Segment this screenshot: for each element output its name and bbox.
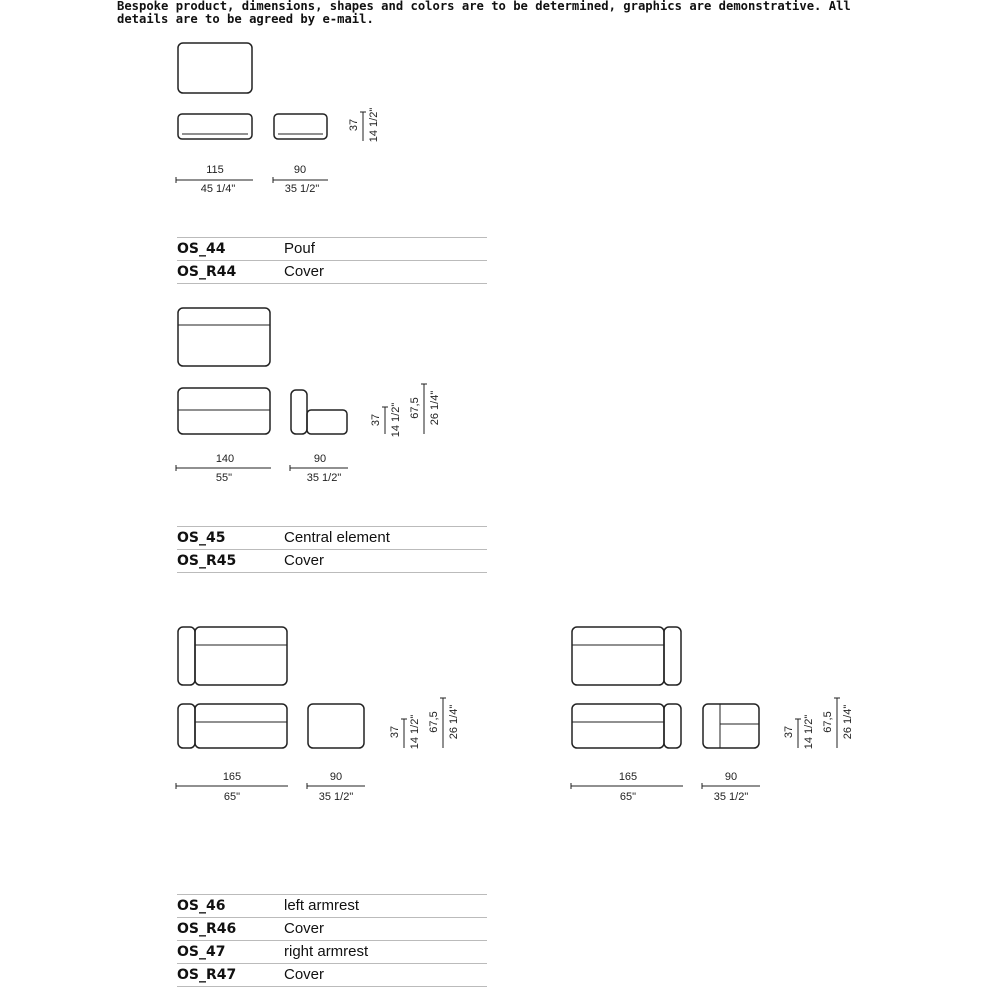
central-code-table bbox=[177, 526, 487, 573]
pouf-top-view bbox=[178, 43, 252, 93]
left-armrest-side-view bbox=[308, 704, 364, 748]
product-code: OS_46 bbox=[177, 895, 284, 918]
central-back-in: 26 1/4" bbox=[429, 390, 441, 426]
central-width-in: 55" bbox=[215, 472, 233, 484]
product-code: OS_R44 bbox=[177, 261, 284, 284]
right-arm-back-cm: 67,5 bbox=[822, 711, 834, 733]
central-top-view bbox=[178, 308, 270, 366]
pouf-depth-cm: 90 bbox=[293, 164, 307, 176]
table-row bbox=[177, 941, 487, 964]
product-description: Pouf bbox=[284, 238, 487, 261]
product-description: right armrest bbox=[284, 941, 487, 964]
left-arm-width-in: 65" bbox=[223, 791, 241, 803]
pouf-drawing bbox=[176, 43, 380, 195]
left-arm-width-cm: 165 bbox=[222, 771, 242, 783]
table-row bbox=[177, 895, 487, 918]
central-seat-in: 14 1/2" bbox=[390, 402, 402, 438]
product-description: Cover bbox=[284, 964, 487, 987]
right-armrest-front-view bbox=[572, 704, 681, 748]
left-armrest-top-view bbox=[178, 627, 287, 685]
left-arm-back-in: 26 1/4" bbox=[448, 704, 460, 740]
armrest-code-table bbox=[177, 894, 487, 987]
right-armrest-side-view bbox=[703, 704, 759, 748]
pouf-width-in: 45 1/4" bbox=[200, 183, 236, 195]
central-width-cm: 140 bbox=[215, 453, 235, 465]
right-arm-depth-cm: 90 bbox=[724, 771, 738, 783]
right-arm-seat-cm: 37 bbox=[783, 725, 795, 739]
central-depth-cm: 90 bbox=[313, 453, 327, 465]
product-code: OS_R47 bbox=[177, 964, 284, 987]
left-arm-seat-in: 14 1/2" bbox=[409, 714, 421, 750]
right-arm-width-in: 65" bbox=[619, 791, 637, 803]
disclaimer-text: Bespoke product, dimensions, shapes and colors are to be determined, graphics are demonstrative. All details are to be agreed by e-mail. bbox=[117, 0, 851, 26]
left-arm-depth-in: 35 1/2" bbox=[318, 791, 354, 803]
left-arm-back-cm: 67,5 bbox=[428, 711, 440, 733]
product-description: Cover bbox=[284, 918, 487, 941]
central-element-drawing bbox=[176, 308, 441, 484]
right-arm-width-cm: 165 bbox=[618, 771, 638, 783]
left-armrest-drawing bbox=[176, 627, 460, 803]
pouf-front-view bbox=[178, 114, 252, 139]
pouf-depth-in: 35 1/2" bbox=[284, 183, 320, 195]
table-row bbox=[177, 238, 487, 261]
left-arm-seat-cm: 37 bbox=[389, 725, 401, 739]
pouf-code-table bbox=[177, 237, 487, 284]
product-code: OS_47 bbox=[177, 941, 284, 964]
pouf-height-in: 14 1/2" bbox=[368, 107, 380, 143]
product-description: Cover bbox=[284, 550, 487, 573]
central-front-view bbox=[178, 388, 270, 434]
product-code: OS_R46 bbox=[177, 918, 284, 941]
table-row bbox=[177, 527, 487, 550]
product-code: OS_44 bbox=[177, 238, 284, 261]
pouf-width-cm: 115 bbox=[206, 164, 224, 176]
table-row bbox=[177, 964, 487, 987]
right-arm-seat-in: 14 1/2" bbox=[803, 714, 815, 750]
right-armrest-top-view bbox=[572, 627, 681, 685]
right-armrest-drawing bbox=[571, 627, 854, 803]
table-row bbox=[177, 550, 487, 573]
left-arm-depth-cm: 90 bbox=[329, 771, 343, 783]
product-code: OS_R45 bbox=[177, 550, 284, 573]
central-depth-in: 35 1/2" bbox=[306, 472, 342, 484]
pouf-side-view bbox=[274, 114, 327, 139]
right-arm-back-in: 26 1/4" bbox=[842, 704, 854, 740]
left-armrest-front-view bbox=[178, 704, 287, 748]
product-description: left armrest bbox=[284, 895, 487, 918]
central-back-cm: 67,5 bbox=[409, 397, 421, 419]
table-row bbox=[177, 261, 487, 284]
product-description: Central element bbox=[284, 527, 487, 550]
right-arm-depth-in: 35 1/2" bbox=[713, 791, 749, 803]
product-description: Cover bbox=[284, 261, 487, 284]
product-code: OS_45 bbox=[177, 527, 284, 550]
central-seat-cm: 37 bbox=[370, 413, 382, 427]
table-row bbox=[177, 918, 487, 941]
central-side-view bbox=[291, 390, 347, 434]
pouf-height-cm: 37 bbox=[348, 118, 360, 132]
